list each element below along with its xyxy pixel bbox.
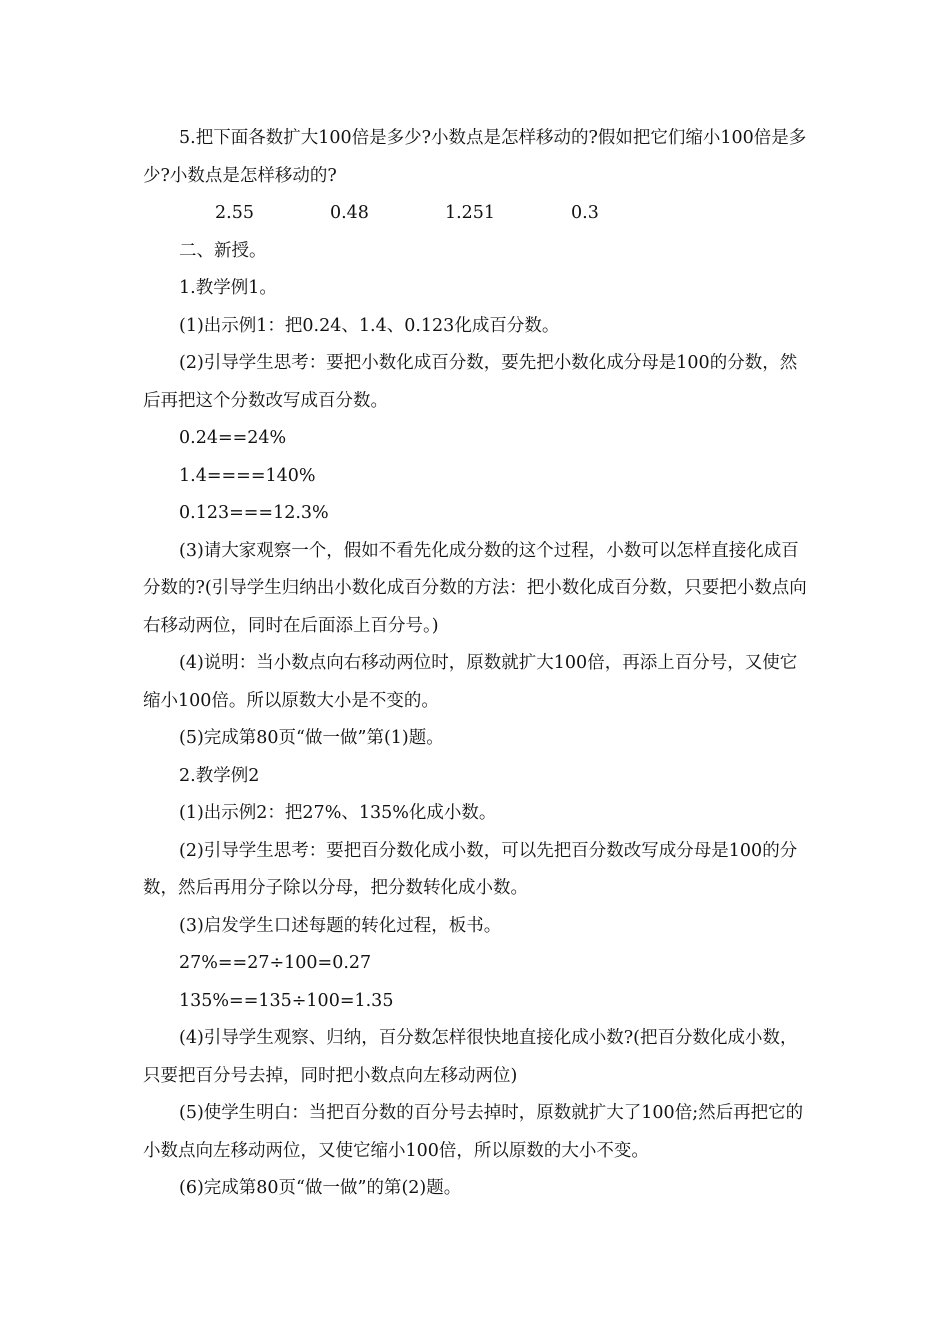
paragraph: (3)请大家观察一个，假如不看先化成分数的这个过程，小数可以怎样直接化成百分数的?(引导学生归纳出小数化成百分数的方法：把小数化成百分数，只要把小数点向右移动两位，同时在后面添上百分号。) (143, 540, 807, 636)
equation-line: 135%==135÷100=1.35 (179, 990, 394, 1011)
section-heading: 二、新授。 (179, 240, 267, 261)
number-list (143, 195, 811, 233)
document-body (143, 120, 811, 1208)
paragraph: (5)使学生明白：当把百分数的百分号去掉时，原数就扩大了100倍;然后再把它的小数点向左移动两位，又使它缩小100倍，所以原数的大小不变。 (143, 1103, 804, 1161)
number-item: 1.251 (444, 203, 496, 223)
equation-line: 27%==27÷100=0.27 (179, 953, 372, 973)
paragraph: (1)出示例2：把27%、135%化成小数。 (179, 803, 497, 823)
number-item: 2.55 (215, 203, 254, 223)
paragraph: (4)引导学生观察、归纳，百分数怎样很快地直接化成小数?(把百分数化成小数，只要把百分号去掉，同时把小数点向左移动两位) (143, 1028, 798, 1086)
equation-line: 1.4====140% (179, 465, 316, 486)
subsection-heading: 1.教学例1。 (179, 278, 277, 298)
equation-line: 0.123===12.3% (179, 503, 329, 523)
equation-line: 0.24==24% (179, 428, 287, 448)
paragraph-q5: 5.把下面各数扩大100倍是多少?小数点是怎样移动的?假如把它们缩小100倍是多少?小数点是怎样移动的? (143, 128, 807, 186)
paragraph: (1)出示例1：把0.24、1.4、0.123化成百分数。 (179, 315, 560, 336)
paragraph: (3)启发学生口述每题的转化过程，板书。 (179, 915, 502, 936)
paragraph: (4)说明：当小数点向右移动两位时，原数就扩大100倍，再添上百分号，又使它缩小100倍。所以原数大小是不变的。 (143, 653, 798, 711)
paragraph: (6)完成第80页“做一做”的第(2)题。 (179, 1178, 462, 1198)
paragraph: (2)引导学生思考：要把百分数化成小数，可以先把百分数改写成分母是100的分数，然后再用分子除以分母，把分数转化成小数。 (143, 840, 798, 898)
number-item: 0.48 (329, 203, 369, 223)
paragraph: (5)完成第80页“做一做”第(1)题。 (179, 728, 444, 748)
number-item: 0.3 (571, 203, 599, 223)
paragraph: (2)引导学生思考：要把小数化成百分数，要先把小数化成分母是100的分数，然后再把这个分数改写成百分数。 (143, 353, 798, 411)
subsection-heading: 2.教学例2 (179, 765, 260, 786)
